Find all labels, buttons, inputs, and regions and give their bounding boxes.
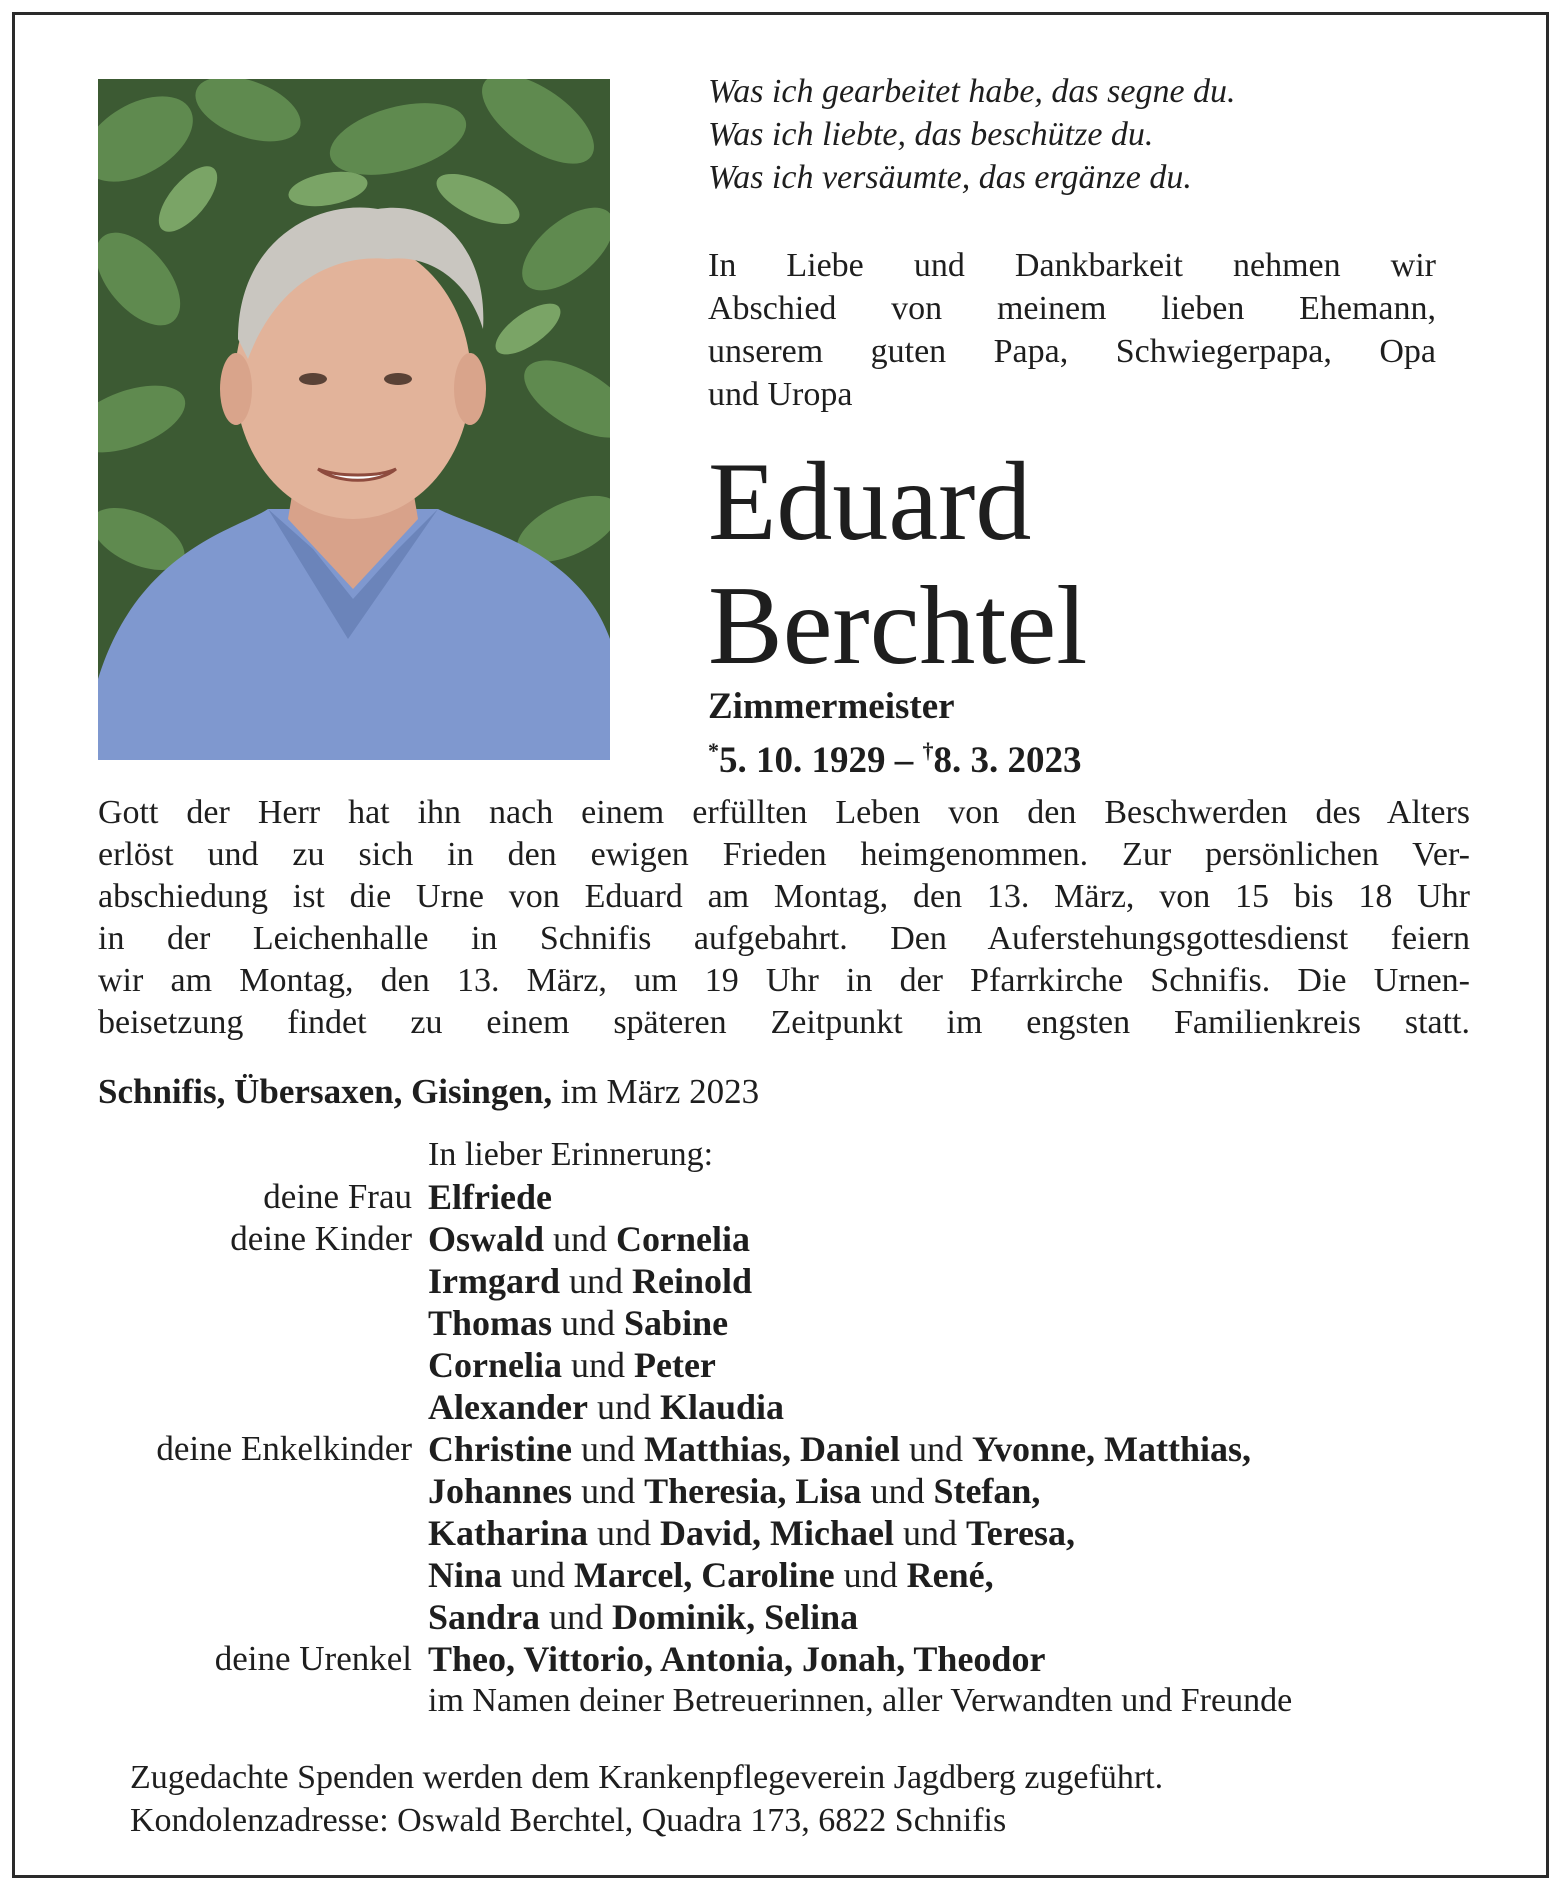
verse-line: Was ich gearbeitet habe, das segne du. <box>708 73 1236 110</box>
partner-name: Cornelia <box>616 1219 751 1259</box>
partner-name: Teresa, <box>966 1513 1076 1553</box>
grandchild-name: Sandra <box>428 1597 541 1637</box>
und-word: und <box>588 1513 661 1553</box>
partner-name: Marcel, <box>574 1555 693 1595</box>
und-word: und <box>861 1471 934 1511</box>
last-name: Berchtel <box>708 564 1088 688</box>
birth-mark: * <box>708 738 719 763</box>
grandchildren-line <box>428 1512 1075 1554</box>
grandchildren-line <box>428 1428 1251 1470</box>
birth-date: 5. 10. 1929 – <box>719 740 923 781</box>
partner-name: Dominik, <box>612 1597 756 1637</box>
grandchild-name: Daniel <box>800 1429 901 1469</box>
grandchild-name: Johannes <box>428 1471 573 1511</box>
und-word: und <box>834 1555 907 1595</box>
first-name: Eduard <box>708 440 1032 564</box>
month-year: im März 2023 <box>552 1072 760 1111</box>
body-line: wir am Montag, den 13. März, um 19 Uhr in der Pfarrkirche Schnifis. Die Urnen- <box>98 962 1470 999</box>
wife-label: deine Frau <box>263 1177 412 1216</box>
grandchild-name: Matthias, <box>1104 1429 1252 1469</box>
und-word: und <box>900 1429 973 1469</box>
life-dates <box>708 728 1082 784</box>
und-word: und <box>540 1597 613 1637</box>
death-date: 8. 3. 2023 <box>933 740 1082 781</box>
partner-name: Sabine <box>624 1303 729 1343</box>
child-name: Oswald <box>428 1219 545 1259</box>
verse-line: Was ich liebte, das beschütze du. <box>708 116 1154 153</box>
partner-name: Yvonne, <box>972 1429 1096 1469</box>
grandchild-name: Katharina <box>428 1513 589 1553</box>
grandchild-name: Lisa <box>795 1471 862 1511</box>
verse <box>708 70 1468 199</box>
portrait-illustration <box>98 79 610 760</box>
partner-name: Matthias, <box>644 1429 791 1469</box>
obituary-text <box>98 792 1470 1044</box>
grandchild-name: Caroline <box>701 1555 835 1595</box>
body-line: beisetzung findet zu einem späteren Zeitpunkt im engsten Familienkreis statt. <box>98 1004 1470 1041</box>
body-line: abschiedung ist die Urne von Eduard am Montag, den 13. März, von 15 bis 18 Uhr <box>98 878 1470 915</box>
family-heading: In lieber Erinnerung: <box>428 1136 714 1173</box>
grandchildren-line <box>428 1470 1040 1512</box>
child-name: Thomas <box>428 1303 553 1343</box>
intro-line: und Uropa <box>708 376 853 413</box>
child-name: Irmgard <box>428 1261 560 1301</box>
greatgrandchildren-names: Theo, Vittorio, Antonia, Jonah, Theodor <box>428 1639 1046 1679</box>
body-line: Gott der Herr hat ihn nach einem erfüllten Leben von den Beschwerden des Alters <box>98 794 1470 831</box>
und-word: und <box>572 1429 644 1469</box>
condolence-address: Kondolenzadresse: Oswald Berchtel, Quadra 173, 6822 Schnifis <box>130 1802 1007 1839</box>
grandchild-name: Selina <box>764 1597 859 1637</box>
grandchild-name: Nina <box>428 1555 503 1595</box>
death-mark: † <box>922 738 934 763</box>
grandchildren-label: deine Enkelkinder <box>156 1429 412 1468</box>
child-couple <box>428 1386 784 1428</box>
und-word: und <box>559 1261 632 1301</box>
body-line: in der Leichenhalle in Schnifis aufgebahrt. Den Auferstehungsgottesdienst feiern <box>98 920 1470 957</box>
partner-name: René, <box>906 1555 994 1595</box>
grandchildren-line <box>428 1554 994 1596</box>
child-couple <box>428 1344 716 1386</box>
portrait-photo <box>98 79 610 760</box>
footer <box>130 1756 1163 1842</box>
partner-name: David, <box>660 1513 762 1553</box>
profession: Zimmermeister <box>708 686 955 727</box>
place-and-date <box>98 1070 759 1114</box>
children-label: deine Kinder <box>230 1219 412 1258</box>
family-list <box>98 1134 1518 1722</box>
child-name: Alexander <box>428 1387 588 1427</box>
intro-line: In Liebe und Dankbarkeit nehmen wir <box>708 247 1436 284</box>
grandchild-name: Christine <box>428 1429 572 1469</box>
intro-line: Abschied von meinem lieben Ehemann, <box>708 290 1436 327</box>
child-name: Cornelia <box>428 1345 562 1385</box>
child-couple <box>428 1260 752 1302</box>
closing-line: im Namen deiner Betreuerinnen, aller Verwandten und Freunde <box>428 1682 1293 1719</box>
intro-text <box>708 244 1436 416</box>
deceased-name <box>708 440 1468 688</box>
intro-line: unserem guten Papa, Schwiegerpapa, Opa <box>708 333 1436 370</box>
und-word: und <box>502 1555 575 1595</box>
grandchildren-line <box>428 1596 858 1638</box>
donation-note: Zugedachte Spenden werden dem Krankenpflegeverein Jagdberg zugeführt. <box>130 1759 1164 1796</box>
partner-name: Reinold <box>631 1261 753 1301</box>
partner-name: Theresia, <box>644 1471 787 1511</box>
greatgrandchildren-label: deine Urenkel <box>214 1639 412 1678</box>
und-word: und <box>561 1345 634 1385</box>
partner-name: Klaudia <box>659 1387 785 1427</box>
partner-name: Stefan, <box>933 1471 1041 1511</box>
und-word: und <box>552 1303 625 1343</box>
und-word: und <box>587 1387 660 1427</box>
child-couple <box>428 1218 750 1260</box>
partner-name: Peter <box>633 1345 716 1385</box>
wife-name: Elfriede <box>428 1177 552 1217</box>
und-word: und <box>544 1219 617 1259</box>
verse-line: Was ich versäumte, das ergänze du. <box>708 159 1192 196</box>
grandchild-name: Michael <box>770 1513 895 1553</box>
und-word: und <box>572 1471 645 1511</box>
towns: Schnifis, Übersaxen, Gisingen, <box>98 1072 553 1111</box>
child-couple <box>428 1302 728 1344</box>
und-word: und <box>894 1513 967 1553</box>
body-line: erlöst und zu sich in den ewigen Frieden heimgenommen. Zur persönlichen Ver- <box>98 836 1470 873</box>
